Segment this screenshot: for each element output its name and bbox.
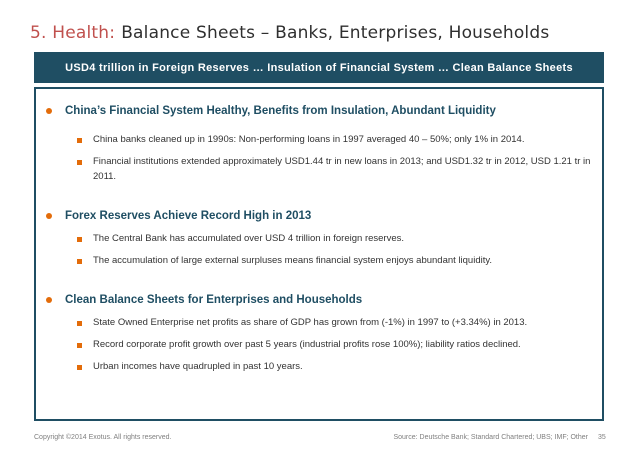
bullet-square-icon — [77, 237, 82, 242]
bullet-text: Record corporate profit growth over past 5 years (industrial profits rose 100%); liability ratios declined. — [93, 339, 521, 350]
bullet-text: The Central Bank has accumulated over USD 4 trillion in foreign reserves. — [93, 233, 405, 244]
bullet-square-icon — [77, 259, 82, 264]
section-heading — [46, 294, 362, 306]
section-title: Clean Balance Sheets for Enterprises and Households — [65, 294, 363, 306]
bullet-text: Financial institutions extended approximately USD1.44 tr in new loans in 2013; and USD1.32 tr in 2012, USD 1.21 tr in 2011. — [93, 156, 591, 182]
bullet-text: Urban incomes have quadrupled in past 10 years. — [93, 361, 303, 372]
bullet-dot-icon — [46, 297, 52, 303]
section-heading — [46, 105, 496, 117]
summary-banner: USD4 trillion in Foreign Reserves … Insulation of Financial System … Clean Balance Sheets — [34, 52, 604, 83]
list-item — [77, 156, 592, 184]
title-prefix: 5. Health: — [30, 23, 116, 43]
bullet-text: State Owned Enterprise net profits as share of GDP has grown from (-1%) in 1997 to (+3.34%) in 2013. — [93, 317, 528, 328]
bullet-square-icon — [77, 138, 82, 143]
list-item — [77, 233, 592, 246]
list-item — [77, 361, 592, 374]
list-item — [77, 255, 592, 268]
source-text: Source: Deutsche Bank; Standard Chartered; UBS; IMF; Other — [393, 434, 588, 441]
page-number: 35 — [598, 434, 606, 441]
bullet-square-icon — [77, 343, 82, 348]
bullet-square-icon — [77, 365, 82, 370]
page-title: Balance Sheets – Banks, Enterprises, Households — [121, 23, 550, 43]
slide-title — [30, 23, 618, 47]
content-panel — [34, 87, 604, 421]
bullet-square-icon — [77, 321, 82, 326]
list-item — [77, 339, 592, 352]
bullet-square-icon — [77, 160, 82, 165]
bullet-dot-icon — [46, 108, 52, 114]
section-title: China’s Financial System Healthy, Benefits from Insulation, Abundant Liquidity — [65, 105, 496, 117]
section-title: Forex Reserves Achieve Record High in 2013 — [65, 210, 312, 222]
bullet-dot-icon — [46, 213, 52, 219]
section-heading — [46, 210, 311, 222]
copyright-text: Copyright ©2014 Exotus. All rights reserved. — [34, 434, 172, 441]
list-item — [77, 134, 592, 147]
bullet-text: The accumulation of large external surpluses means financial system enjoys abundant liquidity. — [93, 255, 493, 266]
bullet-text: China banks cleaned up in 1990s: Non-performing loans in 1997 averaged 40 – 50%; only 1% in 2014. — [93, 134, 525, 145]
list-item — [77, 317, 592, 330]
